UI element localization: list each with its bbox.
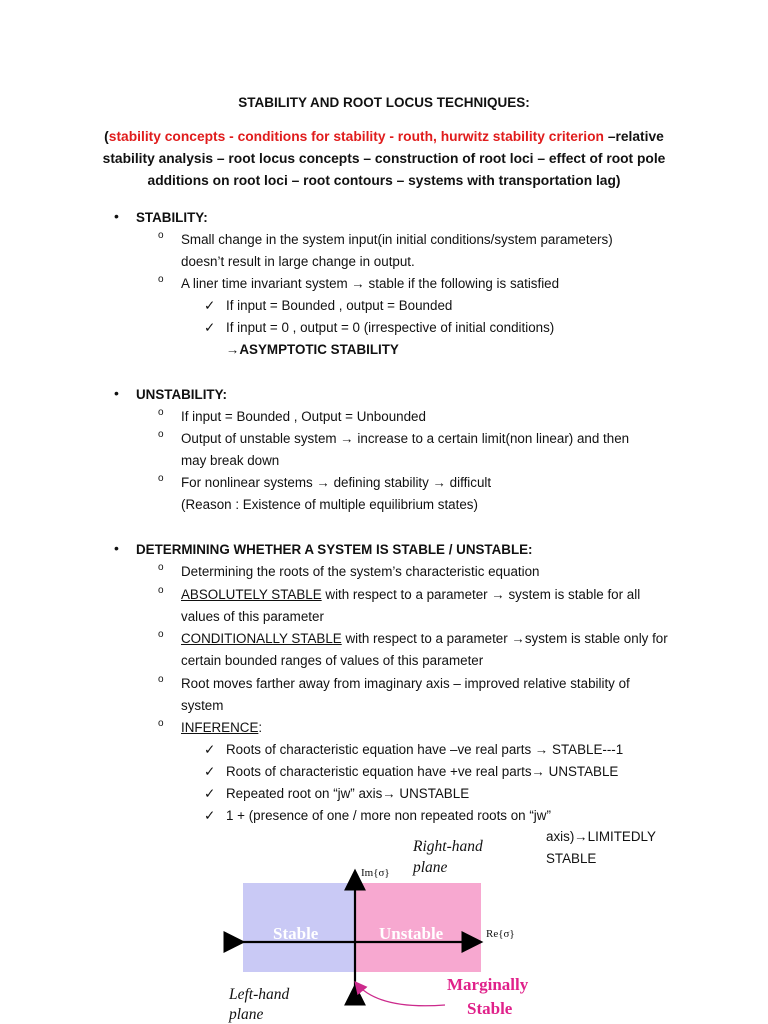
unstability-heading: UNSTABILITY:: [136, 387, 227, 402]
stability-check-2: If input = 0 , output = 0 (irrespective of initial conditions): [226, 320, 555, 335]
inference-heading: INFERENCE:: [181, 720, 263, 735]
inference-4-cont-2: STABLE: [546, 851, 597, 866]
asymptotic-stability: →ASYMPTOTIC STABILITY: [226, 342, 399, 357]
circle-bullet-icon: o: [158, 230, 164, 241]
arrow-icon: →: [340, 431, 354, 446]
im-axis-label: Im{σ}: [361, 867, 390, 879]
arrow-icon: →: [574, 829, 588, 844]
arrow-icon: →: [531, 764, 545, 779]
page-title: STABILITY AND ROOT LOCUS TECHNIQUES:: [238, 95, 530, 110]
stable-label: Stable: [273, 924, 319, 943]
check-icon: ✓: [204, 298, 216, 313]
bullet-icon: •: [114, 540, 119, 556]
arrow-icon: →: [316, 475, 330, 490]
arrow-icon: →: [491, 587, 505, 602]
subtitle-line-2: stability analysis – root locus concepts – construction of root loci – effect of root pole: [102, 151, 666, 166]
circle-bullet-icon: o: [158, 674, 164, 685]
unstability-line-3: may break down: [181, 453, 280, 468]
circle-bullet-icon: o: [158, 274, 164, 285]
inference-1: Roots of characteristic equation have –ve real parts → STABLE---1: [226, 742, 624, 757]
left-hand-label: Left-hand: [229, 986, 290, 1003]
subtitle-line-3: additions on root loci – root contours – systems with transportation lag): [147, 173, 621, 188]
left-hand-label-2: plane: [229, 1006, 264, 1023]
root-moves-line: Root moves farther away from imaginary axis – improved relative stability of: [181, 676, 630, 691]
circle-bullet-icon: o: [158, 473, 164, 484]
stability-line-2: doesn’t result in large change in output.: [181, 254, 415, 269]
absolutely-stable-line-2: values of this parameter: [181, 609, 324, 624]
stability-heading: STABILITY:: [136, 210, 208, 225]
inference-4-cont: axis)→LIMITEDLY: [546, 829, 656, 844]
check-icon: ✓: [204, 808, 216, 823]
determining-heading: DETERMINING WHETHER A SYSTEM IS STABLE / UNSTABLE:: [136, 542, 533, 557]
right-hand-label-2: plane: [413, 859, 448, 876]
unstability-line-2: Output of unstable system → increase to a certain limit(non linear) and then: [181, 431, 630, 446]
marginally-stable-label: Stable: [467, 999, 513, 1018]
unstability-line-4: For nonlinear systems → defining stability → difficult: [181, 475, 492, 490]
arrow-icon: →: [511, 631, 525, 646]
re-axis-label: Re{σ}: [486, 928, 515, 940]
check-icon: ✓: [204, 320, 216, 335]
root-moves-line-2: system: [181, 698, 224, 713]
bullet-icon: •: [114, 208, 119, 224]
determining-line-1: Determining the roots of the system’s characteristic equation: [181, 564, 540, 579]
circle-bullet-icon: o: [158, 629, 164, 640]
conditionally-stable-line: CONDITIONALLY STABLE with respect to a parameter →system is stable only for: [181, 631, 668, 646]
stability-line-3: A liner time invariant system → stable if the following is satisfied: [181, 276, 560, 291]
arrow-icon: →: [382, 786, 396, 801]
circle-bullet-icon: o: [158, 562, 164, 573]
arrow-icon: →: [226, 342, 240, 357]
bullet-icon: •: [114, 385, 119, 401]
right-hand-label: Right-hand: [413, 838, 483, 855]
stability-line-1: Small change in the system input(in initial conditions/system parameters): [181, 232, 613, 247]
arrow-icon: →: [534, 742, 549, 757]
inference-3: Repeated root on “jw” axis→ UNSTABLE: [226, 786, 470, 801]
circle-bullet-icon: o: [158, 718, 164, 729]
marginal-pointer: [356, 983, 445, 1006]
unstable-label: Unstable: [379, 924, 444, 943]
check-icon: ✓: [204, 742, 216, 757]
conditionally-stable-line-2: certain bounded ranges of values of this parameter: [181, 653, 484, 668]
absolutely-stable-line: ABSOLUTELY STABLE with respect to a parameter → system is stable for all: [181, 587, 641, 602]
check-icon: ✓: [204, 786, 216, 801]
circle-bullet-icon: o: [158, 407, 164, 418]
arrow-icon: →: [432, 475, 446, 490]
inference-4: 1 + (presence of one / more non repeated roots on “jw”: [226, 808, 551, 823]
arrow-icon: →: [351, 276, 365, 291]
unstability-line-5: (Reason : Existence of multiple equilibrium states): [181, 497, 478, 512]
unstability-line-1: If input = Bounded , Output = Unbounded: [181, 409, 426, 424]
subtitle-line-1: (stability concepts - conditions for stability - routh, hurwitz stability criterion –relative: [104, 129, 664, 144]
marginally-label: Marginally: [447, 975, 529, 994]
check-icon: ✓: [204, 764, 216, 779]
circle-bullet-icon: o: [158, 429, 164, 440]
inference-2: Roots of characteristic equation have +ve real parts→ UNSTABLE: [226, 764, 619, 779]
circle-bullet-icon: o: [158, 585, 164, 596]
stability-check-1: If input = Bounded , output = Bounded: [226, 298, 453, 313]
